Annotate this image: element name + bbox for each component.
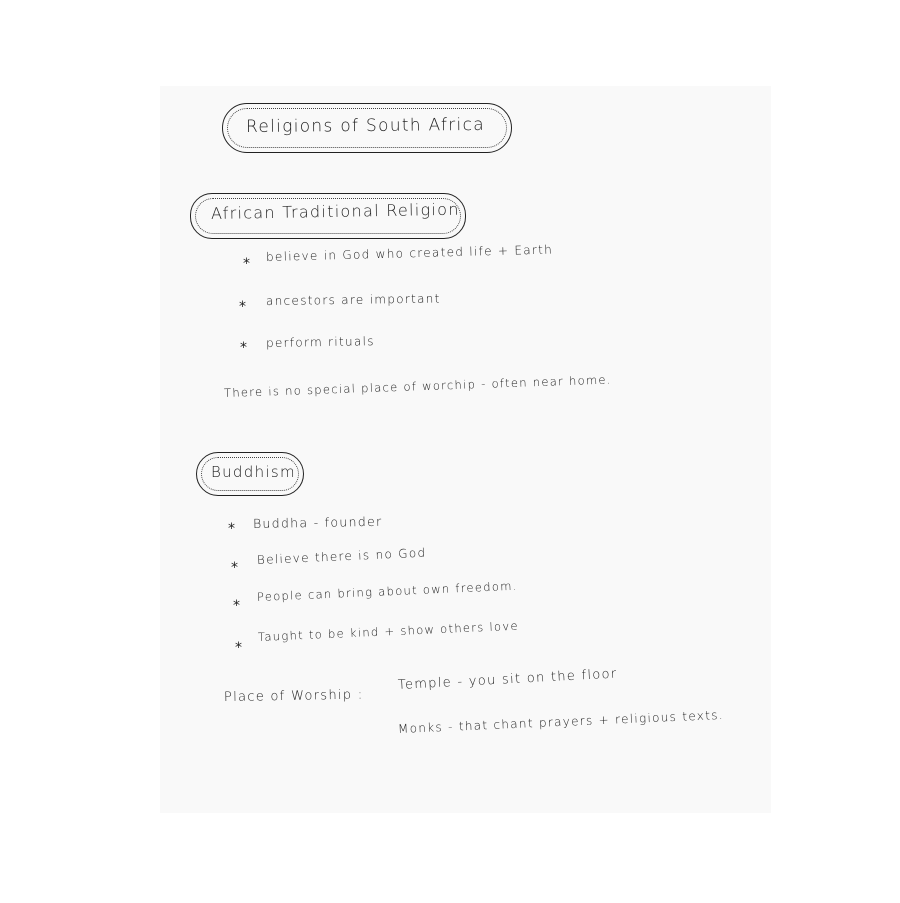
atr-bullet-2-marker: * <box>239 299 246 315</box>
atr-worship-note: There is no special place of worchip - often near home. <box>223 372 612 400</box>
buddhism-bullet-1-marker: * <box>228 521 235 537</box>
buddhism-bullet-2-marker: * <box>231 560 238 576</box>
worship-temple: Temple - you sit on the floor <box>397 666 618 693</box>
buddhism-bullet-4-marker: * <box>235 640 242 656</box>
atr-bullet-1-marker: * <box>243 256 250 272</box>
buddhism-heading: Buddhism <box>211 463 296 481</box>
atr-bullet-3-marker: * <box>240 340 247 356</box>
buddhism-bullet-3: People can bring about own freedom. <box>256 578 518 604</box>
page-title: Religions of South Africa <box>245 114 485 137</box>
atr-bullet-3: perform rituals <box>265 334 375 350</box>
buddhism-bullet-4: Taught to be kind + show others love <box>257 618 520 644</box>
atr-bullet-1: believe in God who created life + Earth <box>265 242 554 264</box>
buddhism-bullet-2: Believe there is no God <box>256 545 427 567</box>
atr-bullet-2: ancestors are important <box>265 291 441 308</box>
worship-monks: Monks - that chant prayers + religious texts. <box>397 707 725 736</box>
buddhism-bullet-3-marker: * <box>233 598 240 614</box>
atr-heading: African Traditional Religion <box>210 199 460 223</box>
buddhism-bullet-1: Buddha - founder <box>252 513 383 531</box>
worship-label: Place of Worship : <box>223 687 364 705</box>
